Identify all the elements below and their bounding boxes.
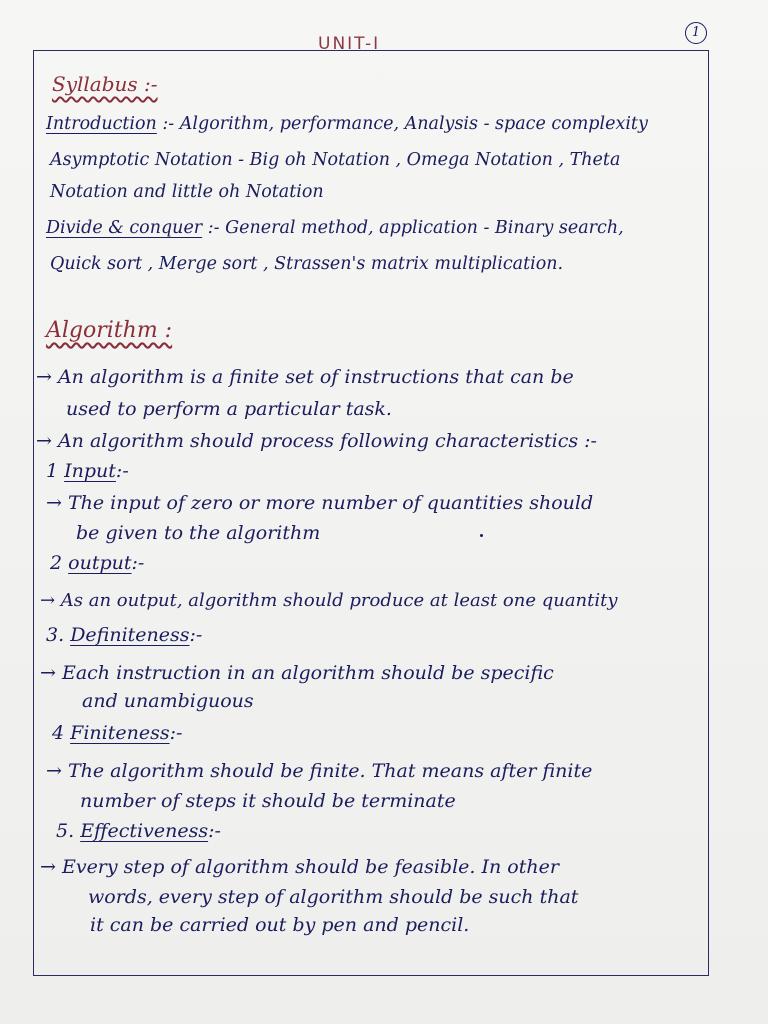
effectiveness-line-2: words, every step of algorithm should be such that — [88, 886, 579, 908]
output-separator: :- — [131, 552, 145, 574]
unit-title: UNIT-I — [318, 34, 381, 54]
output-number: 2 — [50, 552, 63, 574]
intro-label: Introduction — [46, 114, 157, 134]
effectiveness-label: Effectiveness — [80, 820, 209, 842]
definiteness-separator: :- — [189, 624, 203, 646]
finiteness-separator: :- — [169, 722, 183, 744]
input-line-2: be given to the algorithm — [76, 522, 321, 544]
algorithm-def-line-2: used to perform a particular task. — [66, 398, 392, 420]
output-line-1: → As an output, algorithm should produce at least one quantity — [40, 590, 618, 611]
dc-label: Divide & conquer — [46, 218, 203, 238]
syllabus-heading: Syllabus :- — [52, 72, 158, 96]
effectiveness-separator: :- — [208, 820, 221, 842]
effectiveness-line-3: it can be carried out by pen and pencil. — [90, 914, 470, 936]
stray-dot — [480, 534, 483, 537]
algorithm-def-line-1: → An algorithm is a finite set of instructions that can be — [36, 366, 574, 388]
syllabus-dc-line-2: Quick sort , Merge sort , Strassen's matrix multiplication. — [50, 254, 564, 274]
finiteness-number: 4 — [52, 722, 65, 744]
algorithm-heading: Algorithm : — [46, 318, 173, 343]
input-number: 1 — [46, 460, 59, 482]
definiteness-label: Definiteness — [70, 624, 190, 646]
effectiveness-line-1: → Every step of algorithm should be feasible. In other — [40, 856, 559, 878]
output-label: output — [68, 552, 132, 574]
input-heading — [46, 460, 129, 482]
finiteness-heading — [52, 722, 182, 744]
input-label: Input — [64, 460, 116, 482]
input-line-1: → The input of zero or more number of quantities should — [46, 492, 594, 514]
syllabus-intro-line-3: Notation and little oh Notation — [50, 182, 324, 202]
definiteness-heading — [46, 624, 202, 646]
effectiveness-number: 5. — [56, 820, 75, 842]
effectiveness-heading — [56, 820, 221, 842]
finiteness-line-1: → The algorithm should be finite. That means after finite — [46, 760, 593, 782]
syllabus-intro-line — [46, 114, 648, 134]
intro-text: :- Algorithm, performance, Analysis - space complexity — [162, 114, 648, 134]
finiteness-line-2: number of steps it should be terminate — [80, 790, 456, 812]
output-heading — [50, 552, 144, 574]
algorithm-characteristics-line: → An algorithm should process following characteristics :- — [36, 430, 597, 452]
input-separator: :- — [115, 460, 129, 482]
definiteness-line-2: and unambiguous — [82, 690, 254, 712]
finiteness-label: Finiteness — [70, 722, 170, 744]
syllabus-intro-line-2: Asymptotic Notation - Big oh Notation , Omega Notation , Theta — [50, 150, 621, 170]
syllabus-dc-line — [46, 218, 624, 238]
definiteness-line-1: → Each instruction in an algorithm should be specific — [40, 662, 554, 684]
page-number: 1 — [685, 22, 707, 44]
dc-text: :- General method, application - Binary search, — [207, 218, 624, 238]
definiteness-number: 3. — [46, 624, 65, 646]
